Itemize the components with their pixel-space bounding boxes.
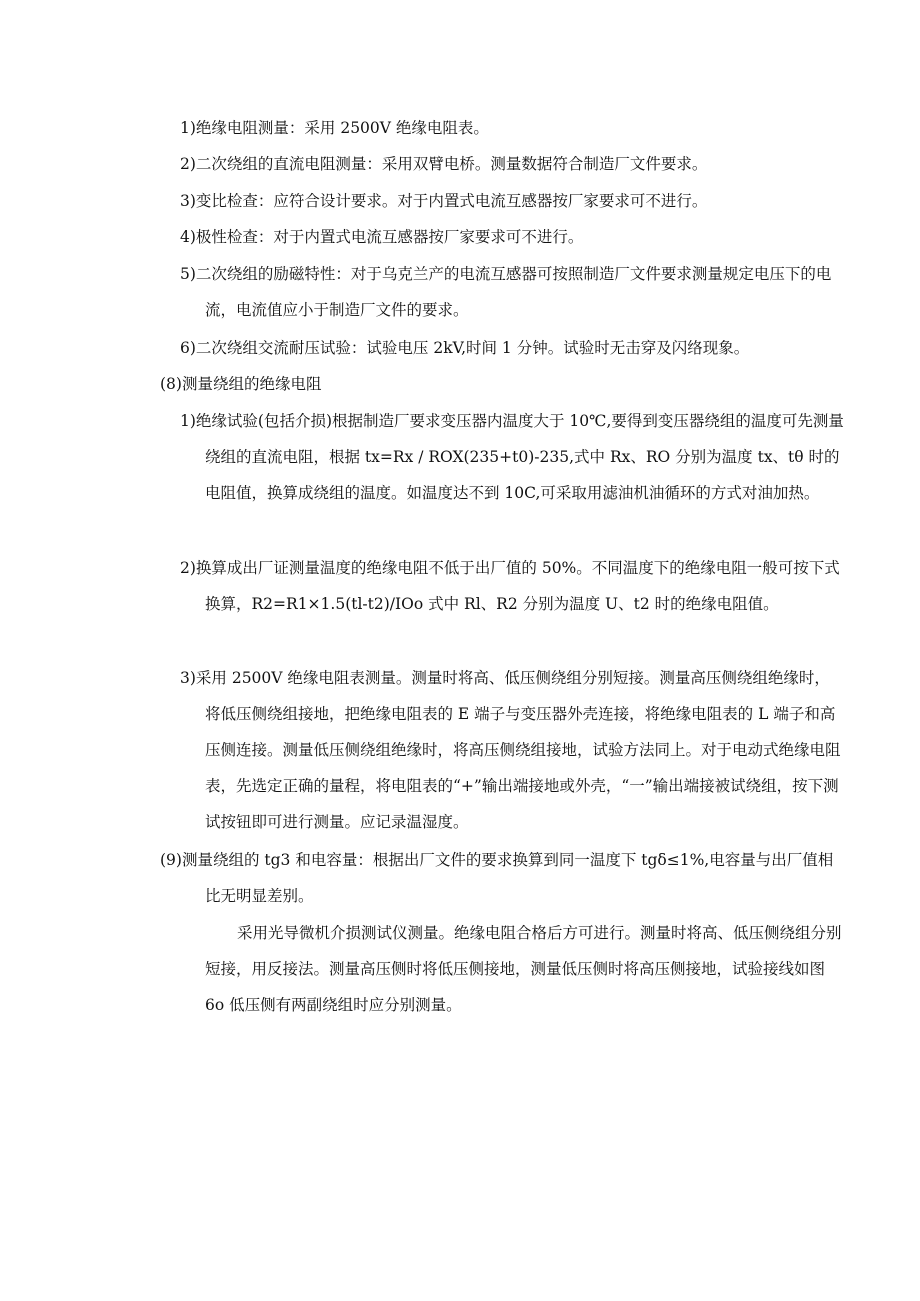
item-ac-withstand-test: 6)二次绕组交流耐压试验：试验电压 2kV,时间 1 分钟。试验时无击穿及闪络现象。 bbox=[180, 339, 750, 357]
section-9-paragraph: 采用光导微机介损测试仪测量。绝缘电阻合格后方可进行。测量时将高、低压侧绕组分别短接，用反接法。测量高压侧时将低压侧接地，测量低压侧时将高压侧接地，试验接线如图 6o 低压侧有两副绕组时应分别测量。 bbox=[205, 924, 842, 1014]
item-polarity-check: 4)极性检查：对于内置式电流互感器按厂家要求可不进行。 bbox=[180, 228, 584, 246]
section-9-heading: (9)测量绕组的 tg3 和电容量：根据出厂文件的要求换算到同一温度下 tgδ≤1%,电容量与出厂值相比无明显差别。 bbox=[160, 851, 834, 905]
item-excitation-characteristic: 5)二次绕组的励磁特性：对于乌克兰产的电流互感器可按照制造厂文件要求测量规定电压下的电流，电流值应小于制造厂文件的要求。 bbox=[180, 265, 832, 319]
item-ratio-check: 3)变比检查：应符合设计要求。对于内置式电流互感器按厂家要求可不进行。 bbox=[180, 192, 708, 210]
item-dc-resistance: 2)二次绕组的直流电阻测量：采用双臂电桥。测量数据符合制造厂文件要求。 bbox=[180, 155, 708, 173]
section-8-item-1: 1)绝缘试验(包括介损)根据制造厂要求变压器内温度大于 10℃,要得到变压器绕组的温度可先测量绕组的直流电阻，根据 tx=Rx / ROX(235+t0)-235,式中 Rx、RO 分别为温度 tx、tθ 时的电阻值，换算成绕组的温度。如温度达不到 10C,可采取用滤油机油循环的方式对油加热。 bbox=[180, 412, 844, 502]
section-8-heading: (8)测量绕组的绝缘电阻 bbox=[160, 375, 322, 393]
item-insulation-resistance: 1)绝缘电阻测量：采用 2500V 绝缘电阻表。 bbox=[180, 119, 489, 137]
section-8-item-3: 3)采用 2500V 绝缘电阻表测量。测量时将高、低压侧绕组分别短接。测量高压侧绕组绝缘时，将低压侧绕组接地，把绝缘电阻表的 E 端子与变压器外壳连接，将绝缘电阻表的 L 端子和高压侧连接。测量低压侧绕组绝缘时，将高压侧绕组接地，试验方法同上。对于电动式绝缘电阻表，先选定正确的量程，将电阻表的“+”输出端接地或外壳，“一”输出端接被试绕组，按下测试按钮即可进行测量。应记录温湿度。 bbox=[180, 669, 841, 831]
section-8-item-2: 2)换算成出厂证测量温度的绝缘电阻不低于出厂值的 50%。不同温度下的绝缘电阻一般可按下式换算，R2=R1×1.5(tl-t2)/IOo 式中 Rl、R2 分别为温度 U、t2 时的绝缘电阻值。 bbox=[180, 559, 840, 613]
